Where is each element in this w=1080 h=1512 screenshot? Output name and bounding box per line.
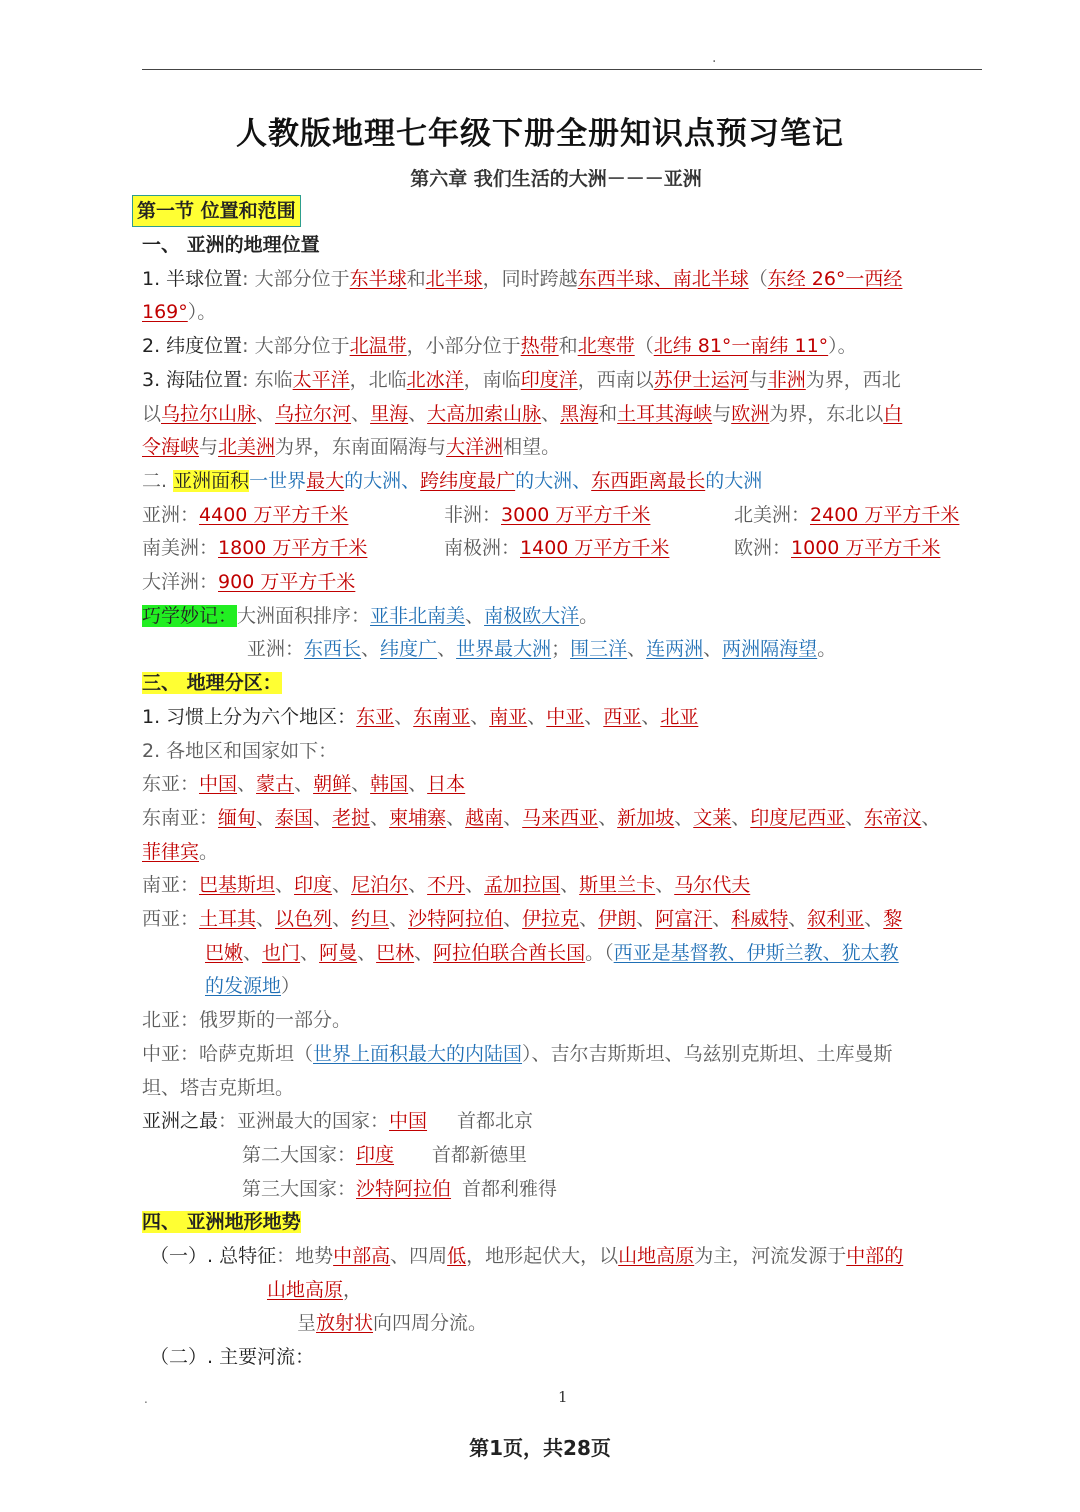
footer-dot: . <box>144 1392 148 1406</box>
central-asia-cont: 坦、塔吉克斯坦。 <box>142 1076 295 1099</box>
most-row-3: 第三大国家：沙特阿拉伯 首都利雅得 <box>242 1177 558 1200</box>
para-latitude: 2. 纬度位置: 大部分位于北温带，小部分位于热带和北寒带（北纬 81°一南纬 11°）。 <box>142 335 857 358</box>
west-asia-3: 的发源地） <box>205 975 301 998</box>
page-indicator: 第1页，共28页 <box>469 1436 611 1460</box>
memo-line-1: 巧学妙记：大洲面积排序：亚非北南美、南极欧大洋。 <box>142 604 599 627</box>
page-number: 1 <box>558 1388 568 1406</box>
header-rule <box>142 69 982 70</box>
heading-3-regions: 三、 地理分区： <box>142 672 282 695</box>
southeast-asia: 东南亚：缅甸、泰国、老挝、柬埔寨、越南、马来西亚、新加坡、文莱、印度尼西亚、东帝汶、 <box>142 806 941 829</box>
terrain-feature-2: 山地高原， <box>267 1278 363 1301</box>
heading-2-area: 二. 亚洲面积一世界最大的大洲、跨纬度最广的大洲、东西距离最长的大洲 <box>142 469 763 492</box>
document-title: 人教版地理七年级下册全册知识点预习笔记 <box>236 116 844 152</box>
chapter-title: 第六章 我们生活的大洲－－－亚洲 <box>410 168 702 190</box>
memo-line-2: 亚洲：东西长、纬度广、世界最大洲；围三洋、连两洲、两洲隔海望。 <box>247 638 837 661</box>
most-row-2: 第二大国家：印度 首都新德里 <box>242 1143 528 1166</box>
central-asia: 中亚：哈萨克斯坦（世界上面积最大的内陆国）、吉尔吉斯斯坦、乌兹别克斯坦、土库曼斯 <box>142 1042 893 1065</box>
area-row-1: 亚洲：4400 万平方千米 非洲：3000 万平方千米 北美洲：2400 万平方千米 <box>142 503 960 526</box>
southeast-asia-cont: 菲律宾。 <box>142 840 219 863</box>
header-dot: . <box>712 50 717 66</box>
most-row-1: 亚洲之最：亚洲最大的国家：中国 首都北京 <box>142 1110 534 1133</box>
para-hemisphere: 1. 半球位置: 大部分位于东半球和北半球，同时跨越东西半球、南北半球（东经 26°一西经 <box>142 267 903 290</box>
section-heading: 第一节 位置和范围 <box>132 195 301 227</box>
north-asia: 北亚：俄罗斯的一部分。 <box>142 1009 352 1032</box>
para-sea-land-2: 以乌拉尔山脉、乌拉尔河、里海、大高加索山脉、黑海和土耳其海峡与欧洲为界，东北以白 <box>142 402 903 425</box>
west-asia: 西亚：土耳其、以色列、约旦、沙特阿拉伯、伊拉克、伊朗、阿富汗、科威特、叙利亚、黎 <box>142 908 903 931</box>
regions-list: 1. 习惯上分为六个地区：东亚、东南亚、南亚、中亚、西亚、北亚 <box>142 705 699 728</box>
para-sea-land: 3. 海陆位置: 东临太平洋，北临北冰洋，南临印度洋，西南以苏伊士运河与非洲为界，西北 <box>142 368 901 391</box>
heading-4-terrain: 四、 亚洲地形地势 <box>142 1211 301 1234</box>
area-row-3: 大洋洲：900 万平方千米 <box>142 571 356 593</box>
para-hemisphere-cont: 169°）。 <box>142 301 217 324</box>
area-row-2: 南美洲：1800 万平方千米 南极洲：1400 万平方千米 欧洲：1000 万平方千米 <box>142 537 941 560</box>
para-sea-land-3: 令海峡与北美洲为界，东南面隔海与大洋洲相望。 <box>142 436 561 459</box>
heading-1: 一、 亚洲的地理位置 <box>142 234 320 256</box>
south-asia: 南亚：巴基斯坦、印度、尼泊尔、不丹、孟加拉国、斯里兰卡、马尔代夫 <box>142 874 751 897</box>
document-body <box>137 193 984 1375</box>
regions-intro: 2. 各地区和国家如下： <box>142 739 338 762</box>
rivers-heading: （二）. 主要河流： <box>150 1346 315 1369</box>
east-asia: 东亚：中国、蒙古、朝鲜、韩国、日本 <box>142 773 466 796</box>
west-asia-2: 巴嫩、也门、阿曼、巴林、阿拉伯联合酋长国。（西亚是基督教、伊斯兰教、犹太教 <box>205 941 899 964</box>
terrain-feature-3: 呈放射状向四周分流。 <box>297 1312 488 1335</box>
terrain-feature: （一）. 总特征：地势中部高、四周低，地形起伏大，以山地高原为主，河流发源于中部的 <box>150 1245 904 1268</box>
